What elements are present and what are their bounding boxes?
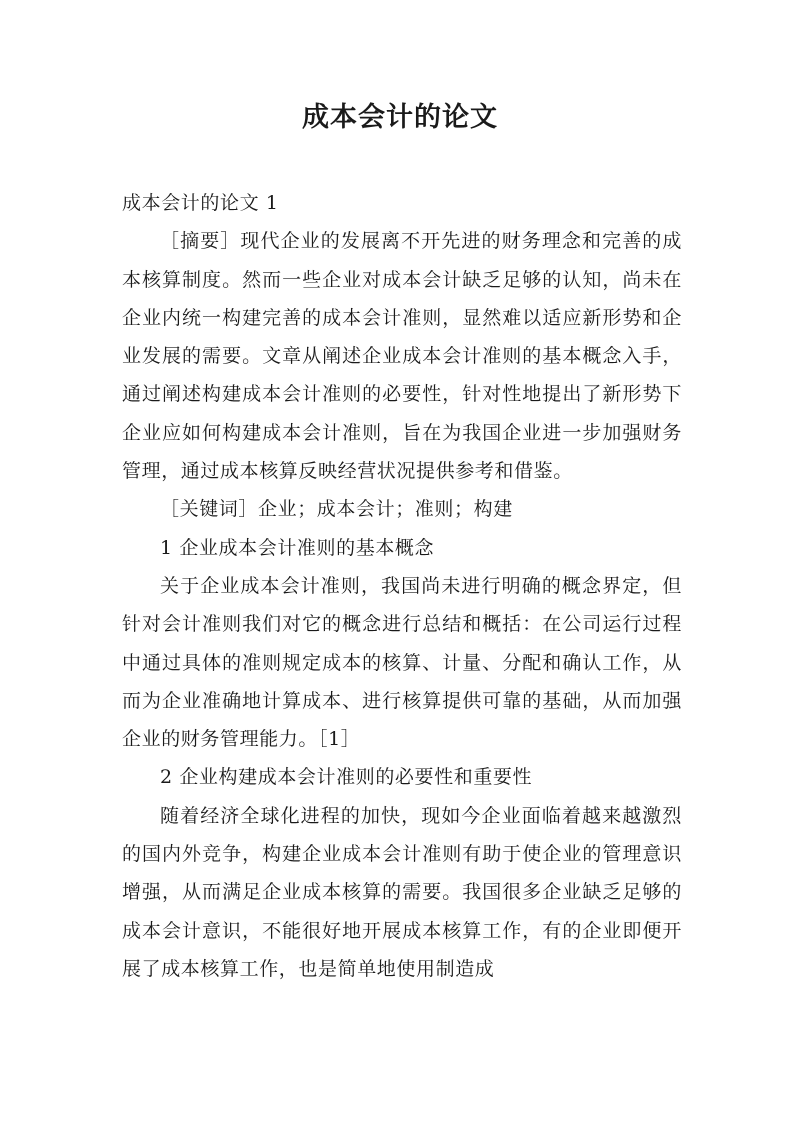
- section-1-paragraph: 关于企业成本会计准则，我国尚未进行明确的概念界定，但针对会计准则我们对它的概念进行总结和概括：在公司运行过程中通过具体的准则规定成本的核算、计量、分配和确认工作，从而为企业准确地计算成本、进行核算提供可靠的基础，从而加强企业的财务管理能力。［1］: [122, 574, 682, 751]
- section-1-heading: 1 企业成本会计准则的基本概念: [160, 536, 435, 559]
- document-title: 成本会计的论文: [302, 102, 498, 133]
- section-2-paragraph: 随着经济全球化进程的加快，现如今企业面临着越来越激烈的国内外竞争，构建企业成本会计准则有助于使企业的管理意识增强，从而满足企业成本核算的需要。我国很多企业缺乏足够的成本会计意识，不能很好地开展成本核算工作，有的企业即便开展了成本核算工作，也是简单地使用制造成: [122, 804, 682, 980]
- section-heading: 成本会计的论文 1: [122, 192, 279, 214]
- keywords-paragraph: ［关键词］企业；成本会计；准则；构建: [160, 498, 513, 521]
- section-2-heading: 2 企业构建成本会计准则的必要性和重要性: [160, 766, 533, 789]
- abstract-paragraph: ［摘要］现代企业的发展离不开先进的财务理念和完善的成本核算制度。然而一些企业对成本会计缺乏足够的认知，尚未在企业内统一构建完善的成本会计准则，显然难以适应新形势和企业发展的需要。文章从阐述企业成本会计准则的基本概念入手，通过阐述构建成本会计准则的必要性，针对性地提出了新形势下企业应如何构建成本会计准则，旨在为我国企业进一步加强财务管理，通过成本核算反映经营状况提供参考和借鉴。: [122, 230, 682, 483]
- document-body: [122, 184, 682, 988]
